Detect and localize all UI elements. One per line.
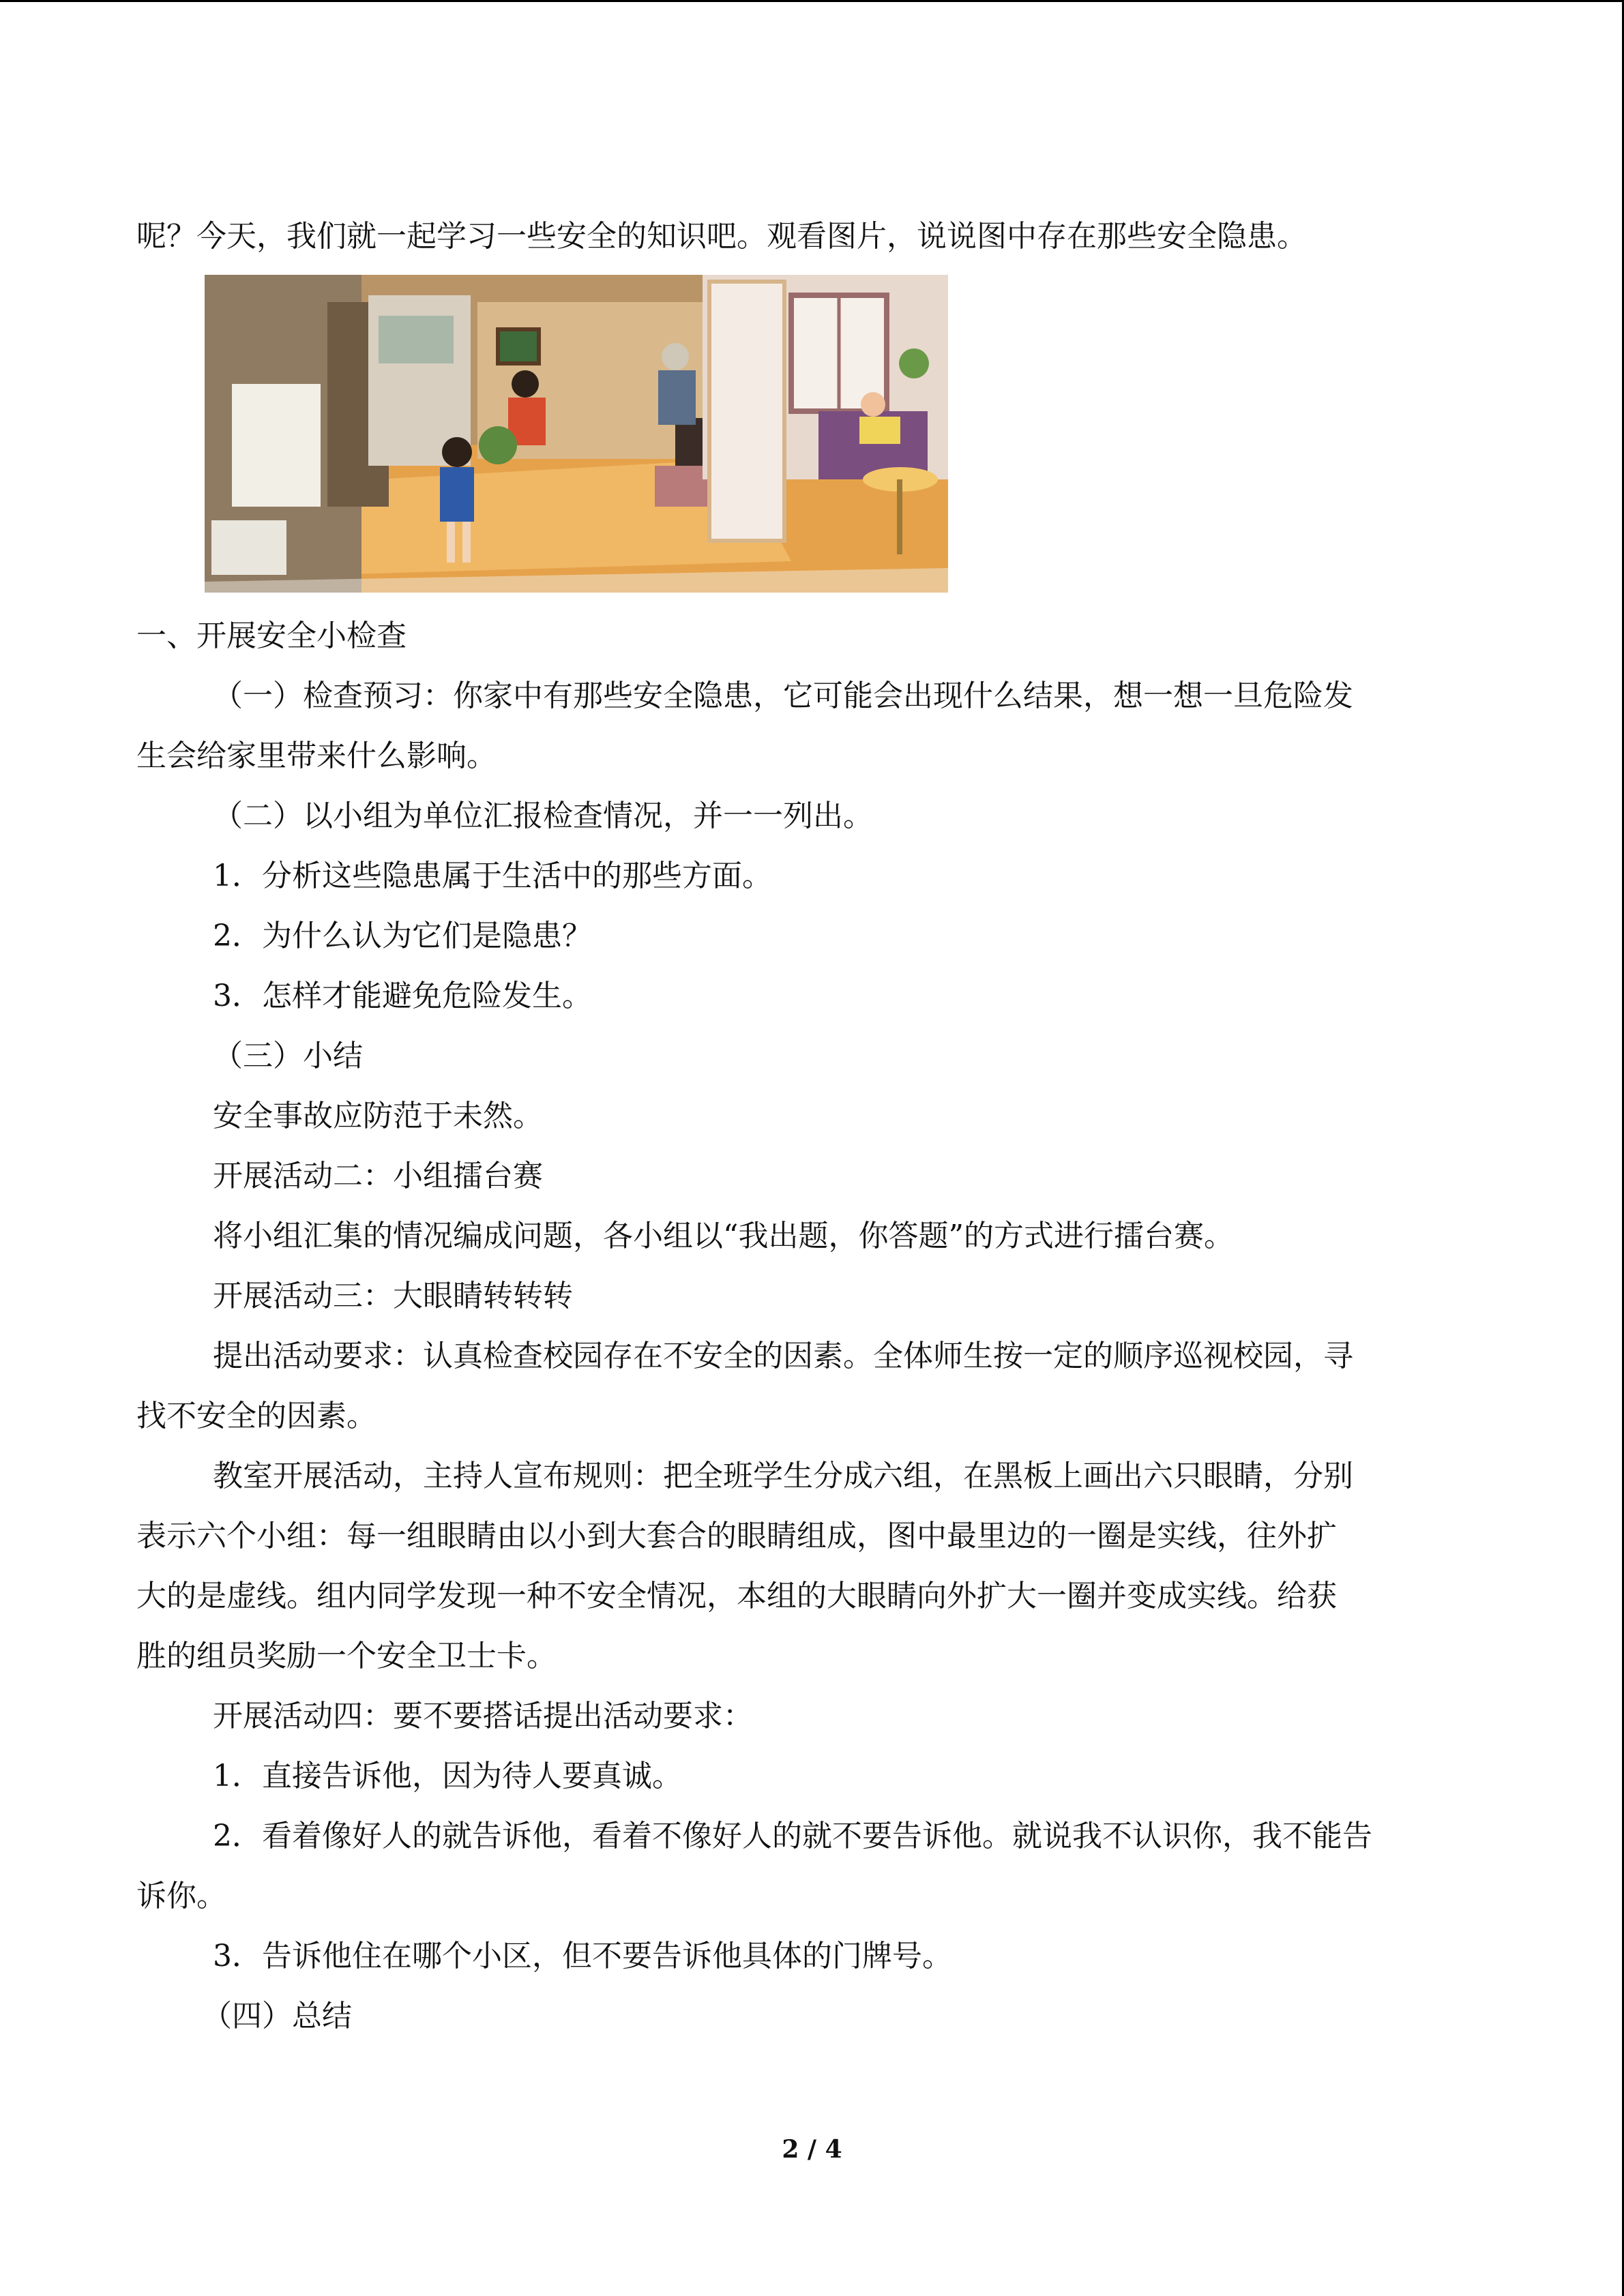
section1-item-3: 3．怎样才能避免危险发生。 <box>213 979 592 1013</box>
home-safety-illustration <box>205 275 948 593</box>
activity4-item-1: 1．直接告诉他，因为待人要真诚。 <box>213 1759 682 1793</box>
section1-p3-text: 安全事故应防范于未然。 <box>213 1099 543 1133</box>
activity3-title: 开展活动三：大眼睛转转转 <box>213 1279 573 1313</box>
section1-p2: （二）以小组为单位汇报检查情况，并一一列出。 <box>213 799 873 833</box>
activity4-item-2: 2．看着像好人的就告诉他，看着不像好人的就不要告诉他。就说我不认识你，我不能告 <box>213 1819 1372 1853</box>
activity2-text: 将小组汇集的情况编成问题，各小组以“我出题，你答题”的方式进行擂台赛。 <box>213 1219 1234 1253</box>
section1-p1-line2: 生会给家里带来什么影响。 <box>136 739 497 773</box>
activity2-title: 开展活动二：小组擂台赛 <box>213 1159 543 1193</box>
activity3-rule-line1: 教室开展活动，主持人宣布规则：把全班学生分成六组，在黑板上画出六只眼睛，分别 <box>213 1459 1353 1493</box>
intro-text: 呢？今天，我们就一起学习一些安全的知识吧。观看图片，说说图中存在那些安全隐患。 <box>136 219 1307 254</box>
section1-p3: （三）小结 <box>213 1039 363 1073</box>
activity3-rule-line3: 大的是虚线。组内同学发现一种不安全情况，本组的大眼睛向外扩大一圈并变成实线。给获 <box>136 1579 1337 1613</box>
activity4-item-3: 3．告诉他住在哪个小区，但不要告诉他具体的门牌号。 <box>213 1939 952 1973</box>
section1-heading: 一、开展安全小检查 <box>136 618 407 653</box>
activity4-item-2-cont: 诉你。 <box>136 1879 226 1913</box>
page-number: 2 / 4 <box>782 2135 842 2164</box>
activity4-title: 开展活动四：要不要搭话提出活动要求： <box>213 1699 753 1733</box>
activity3-req-line1: 提出活动要求：认真检查校园存在不安全的因素。全体师生按一定的顺序巡视校园，寻 <box>213 1339 1353 1373</box>
section1-item-1: 1．分析这些隐患属于生活中的那些方面。 <box>213 859 772 893</box>
activity4-summary: （四）总结 <box>202 1999 352 2033</box>
document-body <box>136 207 1473 2046</box>
activity3-rule-line4: 胜的组员奖励一个安全卫士卡。 <box>136 1639 557 1673</box>
section1-item-2: 2．为什么认为它们是隐患？ <box>213 919 592 953</box>
activity3-req-line2: 找不安全的因素。 <box>136 1399 377 1433</box>
activity3-rule-line2: 表示六个小组：每一组眼睛由以小到大套合的眼睛组成，图中最里边的一圈是实线，往外扩 <box>136 1519 1337 1553</box>
section1-p1-line1: （一）检查预习：你家中有那些安全隐患，它可能会出现什么结果，想一想一旦危险发 <box>213 679 1353 713</box>
